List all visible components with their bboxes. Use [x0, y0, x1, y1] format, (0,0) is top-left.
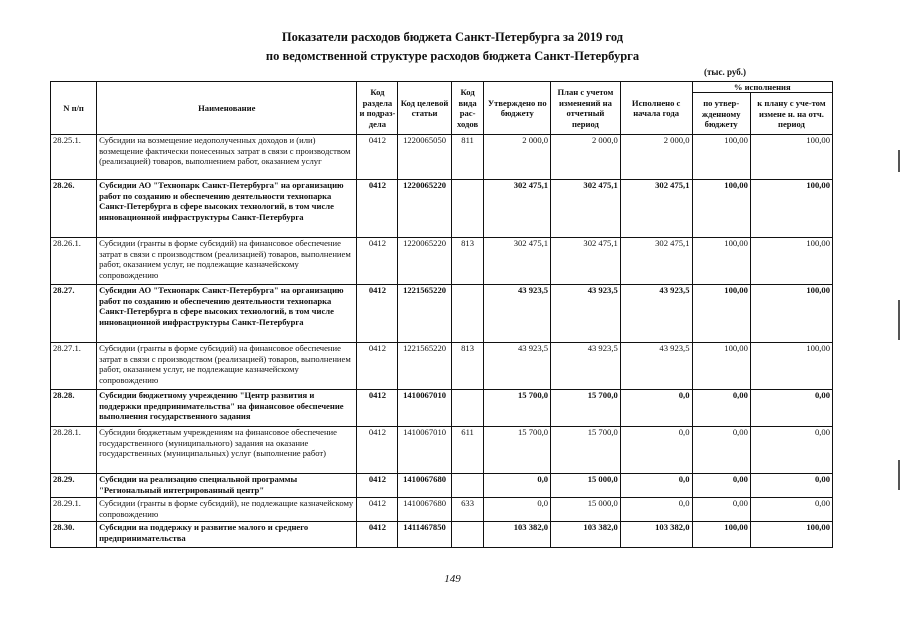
row-pct-plan: 100,00	[750, 343, 832, 390]
row-pct-approved: 100,00	[692, 180, 750, 238]
row-kind	[451, 180, 484, 238]
row-kind	[451, 285, 484, 343]
row-pct-plan: 100,00	[750, 238, 832, 285]
row-executed: 2 000,0	[620, 135, 692, 180]
document-title-line1: Показатели расходов бюджета Санкт-Петербурга за 2019 год	[281, 30, 624, 44]
row-target: 1410067010	[398, 427, 451, 474]
page-number: 149	[444, 573, 461, 585]
row-num: 28.30.	[51, 522, 97, 548]
row-pct-approved: 0,00	[692, 427, 750, 474]
row-target: 1411467850	[398, 522, 451, 548]
row-target: 1220065220	[398, 180, 451, 238]
row-name: Субсидии АО "Технопарк Санкт-Петербурга" на организацию работ по созданию и обеспечению деятельности технопарка Санкт-Петербурга в сфере высоких технологий, в том числе инновационной инфраструктуры Санкт-Петербурга	[97, 285, 357, 343]
row-approved: 15 700,0	[484, 427, 551, 474]
row-plan: 2 000,0	[551, 135, 621, 180]
row-num: 28.28.1.	[51, 427, 97, 474]
row-approved: 0,0	[484, 474, 551, 498]
row-plan: 302 475,1	[551, 238, 621, 285]
row-pct-approved: 0,00	[692, 498, 750, 522]
row-section: 0412	[357, 238, 398, 285]
row-executed: 43 923,5	[620, 343, 692, 390]
table-body	[51, 135, 833, 548]
row-section: 0412	[357, 498, 398, 522]
row-plan: 15 000,0	[551, 498, 621, 522]
header-name: Наименование	[97, 82, 357, 135]
row-executed: 0,0	[620, 427, 692, 474]
row-pct-approved: 100,00	[692, 238, 750, 285]
row-pct-plan: 0,00	[750, 390, 832, 427]
row-name: Субсидии (гранты в форме субсидий), не подлежащие казначейскому сопровождению	[97, 498, 357, 522]
scan-edge-mark	[898, 460, 900, 490]
document-title-line2: по ведомственной структуре расходов бюджета Санкт-Петербурга	[265, 49, 640, 63]
row-pct-approved: 100,00	[692, 135, 750, 180]
row-num: 28.26.	[51, 180, 97, 238]
row-section: 0412	[357, 285, 398, 343]
row-target: 1221565220	[398, 343, 451, 390]
header-pct-plan: к плану с уче-том измене н. на отч. период	[750, 93, 832, 135]
table-row	[51, 285, 833, 343]
row-kind: 813	[451, 343, 484, 390]
row-pct-plan: 100,00	[750, 285, 832, 343]
row-pct-approved: 0,00	[692, 390, 750, 427]
row-name: Субсидии бюджетному учреждению "Центр развития и поддержки предпринимательства" на финансовое обеспечение выполнения государственного задания	[97, 390, 357, 427]
row-plan: 15 000,0	[551, 474, 621, 498]
row-executed: 43 923,5	[620, 285, 692, 343]
row-kind	[451, 390, 484, 427]
row-plan: 43 923,5	[551, 285, 621, 343]
row-pct-approved: 100,00	[692, 343, 750, 390]
row-num: 28.29.	[51, 474, 97, 498]
row-section: 0412	[357, 180, 398, 238]
row-section: 0412	[357, 427, 398, 474]
row-target: 1221565220	[398, 285, 451, 343]
header-section: Код раздела и подраз-дела	[357, 82, 398, 135]
row-plan: 43 923,5	[551, 343, 621, 390]
row-executed: 0,0	[620, 498, 692, 522]
row-section: 0412	[357, 390, 398, 427]
row-target: 1220065050	[398, 135, 451, 180]
row-approved: 43 923,5	[484, 285, 551, 343]
header-pct-group: % исполнения	[692, 82, 833, 93]
row-approved: 0,0	[484, 498, 551, 522]
expenditure-table	[50, 81, 833, 548]
scan-edge-mark	[898, 150, 900, 172]
row-plan: 103 382,0	[551, 522, 621, 548]
row-kind: 611	[451, 427, 484, 474]
row-executed: 103 382,0	[620, 522, 692, 548]
row-section: 0412	[357, 343, 398, 390]
row-section: 0412	[357, 522, 398, 548]
unit-note: (тыс. руб.)	[704, 67, 746, 77]
table-row	[51, 135, 833, 180]
row-kind: 633	[451, 498, 484, 522]
table-row	[51, 474, 833, 498]
header-kind: Код вида рас-ходов	[451, 82, 484, 135]
row-section: 0412	[357, 474, 398, 498]
row-executed: 0,0	[620, 390, 692, 427]
table-row	[51, 427, 833, 474]
row-plan: 15 700,0	[551, 390, 621, 427]
row-approved: 2 000,0	[484, 135, 551, 180]
header-executed: Исполнено с начала года	[620, 82, 692, 135]
row-name: Субсидии на реализацию специальной программы "Региональный интегрированный центр"	[97, 474, 357, 498]
table-row	[51, 498, 833, 522]
row-pct-plan: 0,00	[750, 427, 832, 474]
row-kind	[451, 522, 484, 548]
row-section: 0412	[357, 135, 398, 180]
row-num: 28.27.1.	[51, 343, 97, 390]
row-pct-approved: 100,00	[692, 285, 750, 343]
row-target: 1410067680	[398, 474, 451, 498]
row-approved: 302 475,1	[484, 180, 551, 238]
row-name: Субсидии на возмещение недополученных доходов и (или) возмещение фактически понесенных затрат в связи с производством (реализацией) товаров, выполнением работ, оказанием услуг	[97, 135, 357, 180]
row-kind: 811	[451, 135, 484, 180]
header-target: Код целевой статьи	[398, 82, 451, 135]
table-row	[51, 343, 833, 390]
table-row	[51, 238, 833, 285]
row-pct-plan: 0,00	[750, 474, 832, 498]
row-pct-plan: 100,00	[750, 135, 832, 180]
row-plan: 302 475,1	[551, 180, 621, 238]
row-name: Субсидии на поддержку и развитие малого и среднего предпринимательства	[97, 522, 357, 548]
row-name: Субсидии АО "Технопарк Санкт-Петербурга" на организацию работ по созданию и обеспечению деятельности технопарка Санкт-Петербурга в сфере высоких технологий, в том числе инновационной инфраструктуры Санкт-Петербурга	[97, 180, 357, 238]
row-approved: 43 923,5	[484, 343, 551, 390]
scan-edge-mark	[898, 300, 900, 340]
row-kind	[451, 474, 484, 498]
row-num: 28.26.1.	[51, 238, 97, 285]
row-num: 28.25.1.	[51, 135, 97, 180]
row-approved: 302 475,1	[484, 238, 551, 285]
row-executed: 302 475,1	[620, 180, 692, 238]
row-name: Субсидии (гранты в форме субсидий) на финансовое обеспечение затрат в связи с производством (реализацией) товаров, выполнением работ, оказанием услуг, не подлежащие казначейскому сопровождению	[97, 343, 357, 390]
table-row	[51, 390, 833, 427]
header-approved: Утверждено по бюджету	[484, 82, 551, 135]
row-pct-plan: 0,00	[750, 498, 832, 522]
table-row	[51, 522, 833, 548]
row-pct-approved: 0,00	[692, 474, 750, 498]
row-target: 1220065220	[398, 238, 451, 285]
row-name: Субсидии (гранты в форме субсидий) на финансовое обеспечение затрат в связи с производством (реализацией) товаров, выполнением работ, оказанием услуг, не подлежащие казначейскому сопровождению	[97, 238, 357, 285]
table-row	[51, 180, 833, 238]
row-approved: 103 382,0	[484, 522, 551, 548]
header-num: N п/п	[51, 82, 97, 135]
row-name: Субсидии бюджетным учреждениям на финансовое обеспечение государственного (муниципального) задания на оказание государственных (муниципальных) услуг (выполнение работ)	[97, 427, 357, 474]
row-num: 28.29.1.	[51, 498, 97, 522]
row-target: 1410067010	[398, 390, 451, 427]
row-approved: 15 700,0	[484, 390, 551, 427]
row-kind: 813	[451, 238, 484, 285]
header-plan: План с учетом изменений на отчетный период	[551, 82, 621, 135]
row-num: 28.27.	[51, 285, 97, 343]
row-executed: 0,0	[620, 474, 692, 498]
row-pct-approved: 100,00	[692, 522, 750, 548]
row-pct-plan: 100,00	[750, 180, 832, 238]
row-executed: 302 475,1	[620, 238, 692, 285]
row-target: 1410067680	[398, 498, 451, 522]
row-num: 28.28.	[51, 390, 97, 427]
row-pct-plan: 100,00	[750, 522, 832, 548]
row-plan: 15 700,0	[551, 427, 621, 474]
header-pct-approved: по утвер-жденному бюджету	[692, 93, 750, 135]
